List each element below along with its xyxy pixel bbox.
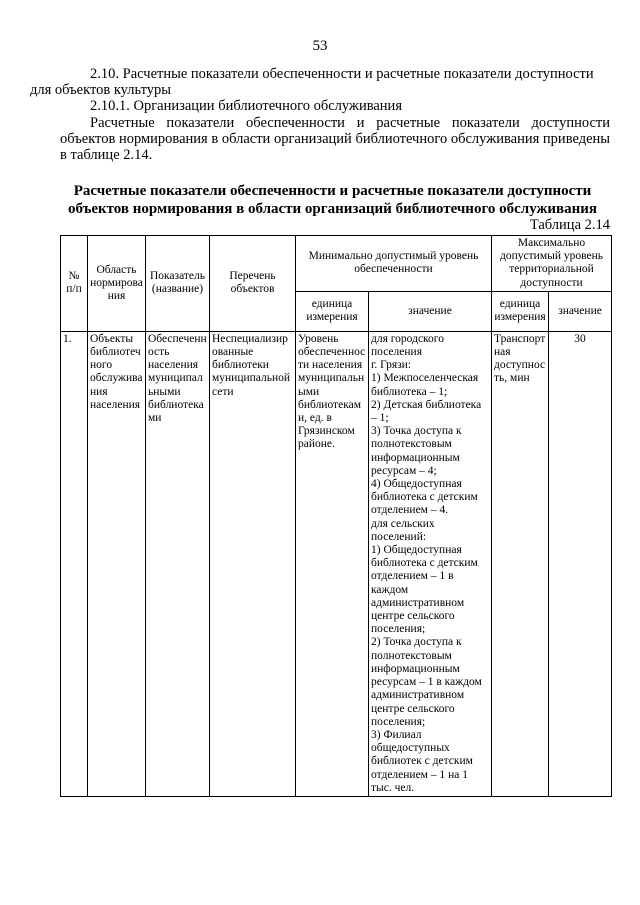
value-line: для городского поселения <box>371 332 444 359</box>
intro-paragraph: Расчетные показатели обеспеченности и расчетные показатели доступности объектов нормирования в области организаций библиотечного обслуживания приведены в таблице 2.14. <box>60 115 611 163</box>
header-indicator: Показатель (название) <box>146 236 210 332</box>
table-row <box>61 331 612 796</box>
value-line: для сельских поселений: <box>371 517 435 543</box>
page-number: 53 <box>312 38 328 54</box>
header-num: № п/п <box>61 236 88 332</box>
header-area: Область нормирования <box>88 236 146 332</box>
table-label: Таблица 2.14 <box>529 217 610 233</box>
row-indicator: Обеспеченность населения муниципальными библиотеками <box>146 331 210 796</box>
header-max-unit: единица измерения <box>492 291 549 331</box>
row-area: Объекты библиотечного обслуживания населения <box>88 331 146 796</box>
value-line: 4) Общедоступная библиотека с детским отделением – 4. <box>371 478 478 517</box>
table-caption: Расчетные показатели обеспеченности и расчетные показатели доступности объектов нормирования в области организаций библиотечного обслуживания <box>67 183 598 217</box>
header-objects: Перечень объектов <box>210 236 296 332</box>
header-min-value: значение <box>369 291 492 331</box>
standards-table <box>60 235 612 797</box>
value-line: 1) Общедоступная библиотека с детским отделением – 1 в каждом административном центре сельского поселения; <box>371 544 478 636</box>
header-max-level: Максимально допустимый уровень территориальной доступности <box>492 236 612 292</box>
row-objects: Неспециализированные библиотеки муниципальной сети <box>210 331 296 796</box>
header-min-unit: единица измерения <box>296 291 369 331</box>
value-line: г. Грязи: <box>371 359 412 372</box>
row-num: 1. <box>61 331 88 796</box>
value-line: 3) Филиал общедоступных библиотек с детским отделением – 1 на 1 тыс. чел. <box>371 728 473 794</box>
value-line: 1) Межпоселенческая библиотека – 1; <box>371 372 479 398</box>
row-min-value <box>369 331 492 796</box>
row-min-unit: Уровень обеспеченности населения муниципальными библиотеками, ед. в Грязинском районе. <box>296 331 369 796</box>
header-min-level: Минимально допустимый уровень обеспеченности <box>296 236 492 292</box>
header-max-value: значение <box>549 291 612 331</box>
value-line: 2) Точка доступа к полнотекстовым информационным ресурсам – 1 в каждом административном центре сельского поселения; <box>371 636 482 728</box>
subsection-heading-2-10-1: 2.10.1. Организации библиотечного обслуживания <box>90 98 402 114</box>
section-heading-2-10: 2.10. Расчетные показатели обеспеченности и расчетные показатели доступности для объектов культуры <box>30 66 594 98</box>
value-line: 3) Точка доступа к полнотекстовым информационным ресурсам – 4; <box>371 425 462 477</box>
row-max-unit: Транспортная доступность, мин <box>492 331 549 796</box>
value-line: 2) Детская библиотека – 1; <box>371 398 482 425</box>
row-max-value: 30 <box>549 331 612 796</box>
